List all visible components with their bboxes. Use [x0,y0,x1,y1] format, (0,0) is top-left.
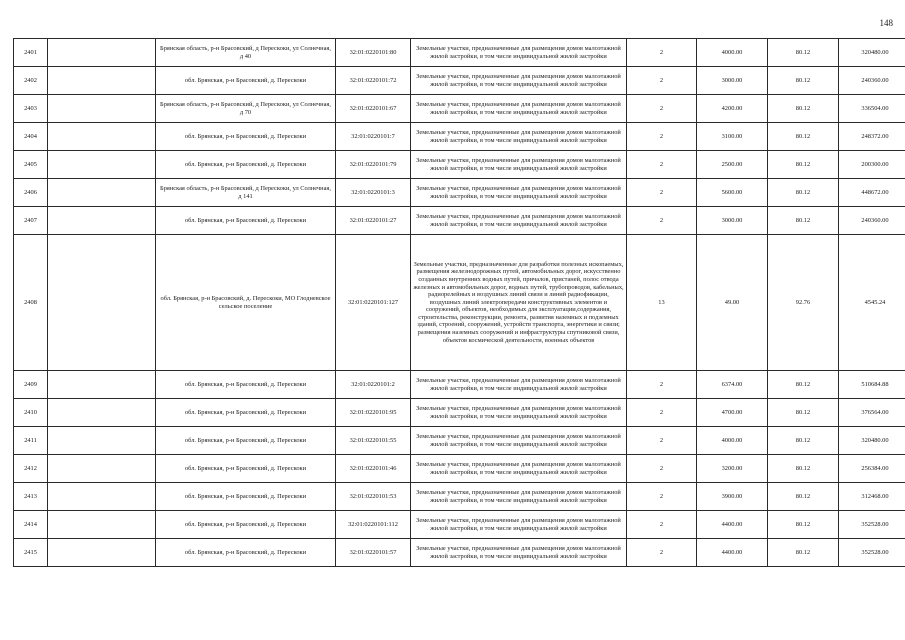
cadastral-value-cell: 240360.00 [839,67,905,95]
row-number: 2413 [14,483,48,511]
cadastral-value-cell: 336504.00 [839,95,905,123]
empty-cell [48,123,156,151]
empty-cell [48,511,156,539]
row-number: 2408 [14,235,48,371]
land-use-cell: Земельные участки, предназначенные для размещения домов малоэтажной жилой застройки, в том числе индивидуальной жилой застройки [411,67,627,95]
table-row [14,235,905,371]
cadastral-value-cell: 320480.00 [839,39,905,67]
rate-cell: 80.12 [768,455,839,483]
land-use-cell: Земельные участки, предназначенные для размещения домов малоэтажной жилой застройки, в том числе индивидуальной жилой застройки [411,123,627,151]
cadastral-number-cell: 32:01:0220101:80 [336,39,411,67]
cadastral-number-cell: 32:01:0220101:27 [336,207,411,235]
address-cell: Брянская область, р-н Брасовский, д Перескоки, ул Солнечная, д 141 [156,179,336,207]
use-group-cell: 2 [627,399,697,427]
use-group-cell: 2 [627,483,697,511]
empty-cell [48,371,156,399]
cadastral-value-cell: 352528.00 [839,539,905,567]
cadastral-number-cell: 32:01:0220101:7 [336,123,411,151]
address-cell: обл. Брянская, р-н Брасовский, д. Перескоки [156,67,336,95]
rate-cell: 80.12 [768,371,839,399]
empty-cell [48,151,156,179]
cadastral-value-cell: 240360.00 [839,207,905,235]
cadastral-value-cell: 248372.00 [839,123,905,151]
address-cell: обл. Брянская, р-н Брасовский, д. Перескоки [156,427,336,455]
address-cell: обл. Брянская, р-н Брасовский, д. Перескоки [156,399,336,427]
land-use-cell: Земельные участки, предназначенные для размещения домов малоэтажной жилой застройки, в том числе индивидуальной жилой застройки [411,511,627,539]
area-cell: 3200.00 [697,455,768,483]
table-row [14,179,905,207]
rate-cell: 80.12 [768,399,839,427]
table-row [14,151,905,179]
area-cell: 3100.00 [697,123,768,151]
area-cell: 3900.00 [697,483,768,511]
cadastral-number-cell: 32:01:0220101:95 [336,399,411,427]
table-row [14,95,905,123]
rate-cell: 80.12 [768,67,839,95]
table-row [14,371,905,399]
land-use-cell: Земельные участки, предназначенные для размещения домов малоэтажной жилой застройки, в том числе индивидуальной жилой застройки [411,427,627,455]
address-cell: обл. Брянская, р-н Брасовский, д. Перескоки [156,207,336,235]
cadastral-number-cell: 32:01:0220101:2 [336,371,411,399]
use-group-cell: 2 [627,539,697,567]
area-cell: 49.00 [697,235,768,371]
address-cell: обл. Брянская, р-н Брасовский, д. Перескоки [156,511,336,539]
table-row [14,399,905,427]
row-number: 2409 [14,371,48,399]
address-cell: Брянская область, р-н Брасовский, д Перескоки, ул Солнечная, д 40 [156,39,336,67]
use-group-cell: 2 [627,123,697,151]
table-row [14,427,905,455]
cadastral-number-cell: 32:01:0220101:53 [336,483,411,511]
area-cell: 3000.00 [697,207,768,235]
rate-cell: 80.12 [768,151,839,179]
land-use-cell: Земельные участки, предназначенные для разработки полезных ископаемых, размещения железнодорожных путей, автомобильных дорог, искусственно созданных внутренних водных путей, причалов, пристаней, полос отвода железных и автомобильных дорог, водных путей, трубопроводов, кабельных, радиорелейных и воздушных линий связи и линий радиофикации, воздушных линий электропередачи конструктивных элементов и сооружений, объектов, необходимых для эксплуатации,содержания, строительства, реконструкции, ремонта, развития наземных и подземных зданий, строений, сооружений, устройств транспорта, энергетики и связи; размещения наземных сооружений и инфраструктуры спутниковой связи, объектов космической деятельности, военных объектов [411,235,627,371]
cadastral-value-cell: 4545.24 [839,235,905,371]
cadastral-number-cell: 32:01:0220101:57 [336,539,411,567]
registry-table-body [14,39,905,567]
rate-cell: 80.12 [768,539,839,567]
cadastral-value-cell: 256384.00 [839,455,905,483]
empty-cell [48,455,156,483]
empty-cell [48,539,156,567]
area-cell: 4700.00 [697,399,768,427]
cadastral-value-cell: 376564.00 [839,399,905,427]
empty-cell [48,427,156,455]
table-row [14,511,905,539]
cadastral-value-cell: 352528.00 [839,511,905,539]
row-number: 2411 [14,427,48,455]
empty-cell [48,399,156,427]
cadastral-number-cell: 32:01:0220101:127 [336,235,411,371]
cadastral-number-cell: 32:01:0220101:67 [336,95,411,123]
address-cell: обл. Брянская, р-н Брасовский, д. Перескоки [156,539,336,567]
land-use-cell: Земельные участки, предназначенные для размещения домов малоэтажной жилой застройки, в том числе индивидуальной жилой застройки [411,399,627,427]
empty-cell [48,207,156,235]
use-group-cell: 2 [627,511,697,539]
land-use-cell: Земельные участки, предназначенные для размещения домов малоэтажной жилой застройки, в том числе индивидуальной жилой застройки [411,39,627,67]
table-row [14,207,905,235]
row-number: 2410 [14,399,48,427]
address-cell: обл. Брянская, р-н Брасовский, д. Перескоки, МО Глодневское сельское поселение [156,235,336,371]
rate-cell: 80.12 [768,483,839,511]
row-number: 2403 [14,95,48,123]
cadastral-value-cell: 200300.00 [839,151,905,179]
use-group-cell: 2 [627,179,697,207]
land-use-cell: Земельные участки, предназначенные для размещения домов малоэтажной жилой застройки, в том числе индивидуальной жилой застройки [411,179,627,207]
page-number: 148 [879,18,893,28]
area-cell: 4000.00 [697,427,768,455]
row-number: 2407 [14,207,48,235]
area-cell: 4000.00 [697,39,768,67]
rate-cell: 80.12 [768,95,839,123]
use-group-cell: 2 [627,371,697,399]
use-group-cell: 2 [627,207,697,235]
use-group-cell: 2 [627,95,697,123]
rate-cell: 80.12 [768,39,839,67]
use-group-cell: 13 [627,235,697,371]
address-cell: обл. Брянская, р-н Брасовский, д. Перескоки [156,455,336,483]
area-cell: 4200.00 [697,95,768,123]
rate-cell: 80.12 [768,511,839,539]
table-row [14,483,905,511]
table-row [14,455,905,483]
row-number: 2405 [14,151,48,179]
address-cell: Брянская область, р-н Брасовский, д Перескоки, ул Солнечная, д 70 [156,95,336,123]
land-use-cell: Земельные участки, предназначенные для размещения домов малоэтажной жилой застройки, в том числе индивидуальной жилой застройки [411,483,627,511]
area-cell: 5600.00 [697,179,768,207]
area-cell: 6374.00 [697,371,768,399]
area-cell: 4400.00 [697,511,768,539]
area-cell: 4400.00 [697,539,768,567]
row-number: 2406 [14,179,48,207]
row-number: 2401 [14,39,48,67]
cadastral-value-cell: 510684.88 [839,371,905,399]
land-use-cell: Земельные участки, предназначенные для размещения домов малоэтажной жилой застройки, в том числе индивидуальной жилой застройки [411,151,627,179]
table-row [14,39,905,67]
use-group-cell: 2 [627,455,697,483]
empty-cell [48,483,156,511]
address-cell: обл. Брянская, р-н Брасовский, д. Перескоки [156,151,336,179]
cadastral-number-cell: 32:01:0220101:55 [336,427,411,455]
address-cell: обл. Брянская, р-н Брасовский, д. Перескоки [156,123,336,151]
rate-cell: 80.12 [768,123,839,151]
land-use-cell: Земельные участки, предназначенные для размещения домов малоэтажной жилой застройки, в том числе индивидуальной жилой застройки [411,207,627,235]
use-group-cell: 2 [627,39,697,67]
rate-cell: 80.12 [768,427,839,455]
address-cell: обл. Брянская, р-н Брасовский, д. Перескоки [156,483,336,511]
use-group-cell: 2 [627,151,697,179]
land-use-cell: Земельные участки, предназначенные для размещения домов малоэтажной жилой застройки, в том числе индивидуальной жилой застройки [411,371,627,399]
row-number: 2414 [14,511,48,539]
cadastral-value-cell: 448672.00 [839,179,905,207]
empty-cell [48,67,156,95]
cadastral-value-cell: 312468.00 [839,483,905,511]
empty-cell [48,95,156,123]
row-number: 2412 [14,455,48,483]
use-group-cell: 2 [627,67,697,95]
cadastral-number-cell: 32:01:0220101:46 [336,455,411,483]
land-use-cell: Земельные участки, предназначенные для размещения домов малоэтажной жилой застройки, в том числе индивидуальной жилой застройки [411,455,627,483]
use-group-cell: 2 [627,427,697,455]
table-row [14,539,905,567]
cadastral-value-cell: 320480.00 [839,427,905,455]
rate-cell: 80.12 [768,179,839,207]
address-cell: обл. Брянская, р-н Брасовский, д. Перескоки [156,371,336,399]
row-number: 2402 [14,67,48,95]
land-use-cell: Земельные участки, предназначенные для размещения домов малоэтажной жилой застройки, в том числе индивидуальной жилой застройки [411,95,627,123]
area-cell: 3000.00 [697,67,768,95]
cadastral-number-cell: 32:01:0220101:79 [336,151,411,179]
table-row [14,67,905,95]
rate-cell: 80.12 [768,207,839,235]
land-use-cell: Земельные участки, предназначенные для размещения домов малоэтажной жилой застройки, в том числе индивидуальной жилой застройки [411,539,627,567]
empty-cell [48,39,156,67]
empty-cell [48,235,156,371]
rate-cell: 92.76 [768,235,839,371]
cadastral-number-cell: 32:01:0220101:112 [336,511,411,539]
cadastral-number-cell: 32:01:0220101:72 [336,67,411,95]
empty-cell [48,179,156,207]
land-registry-table [13,38,905,567]
row-number: 2415 [14,539,48,567]
row-number: 2404 [14,123,48,151]
area-cell: 2500.00 [697,151,768,179]
cadastral-number-cell: 32:01:0220101:3 [336,179,411,207]
table-row [14,123,905,151]
